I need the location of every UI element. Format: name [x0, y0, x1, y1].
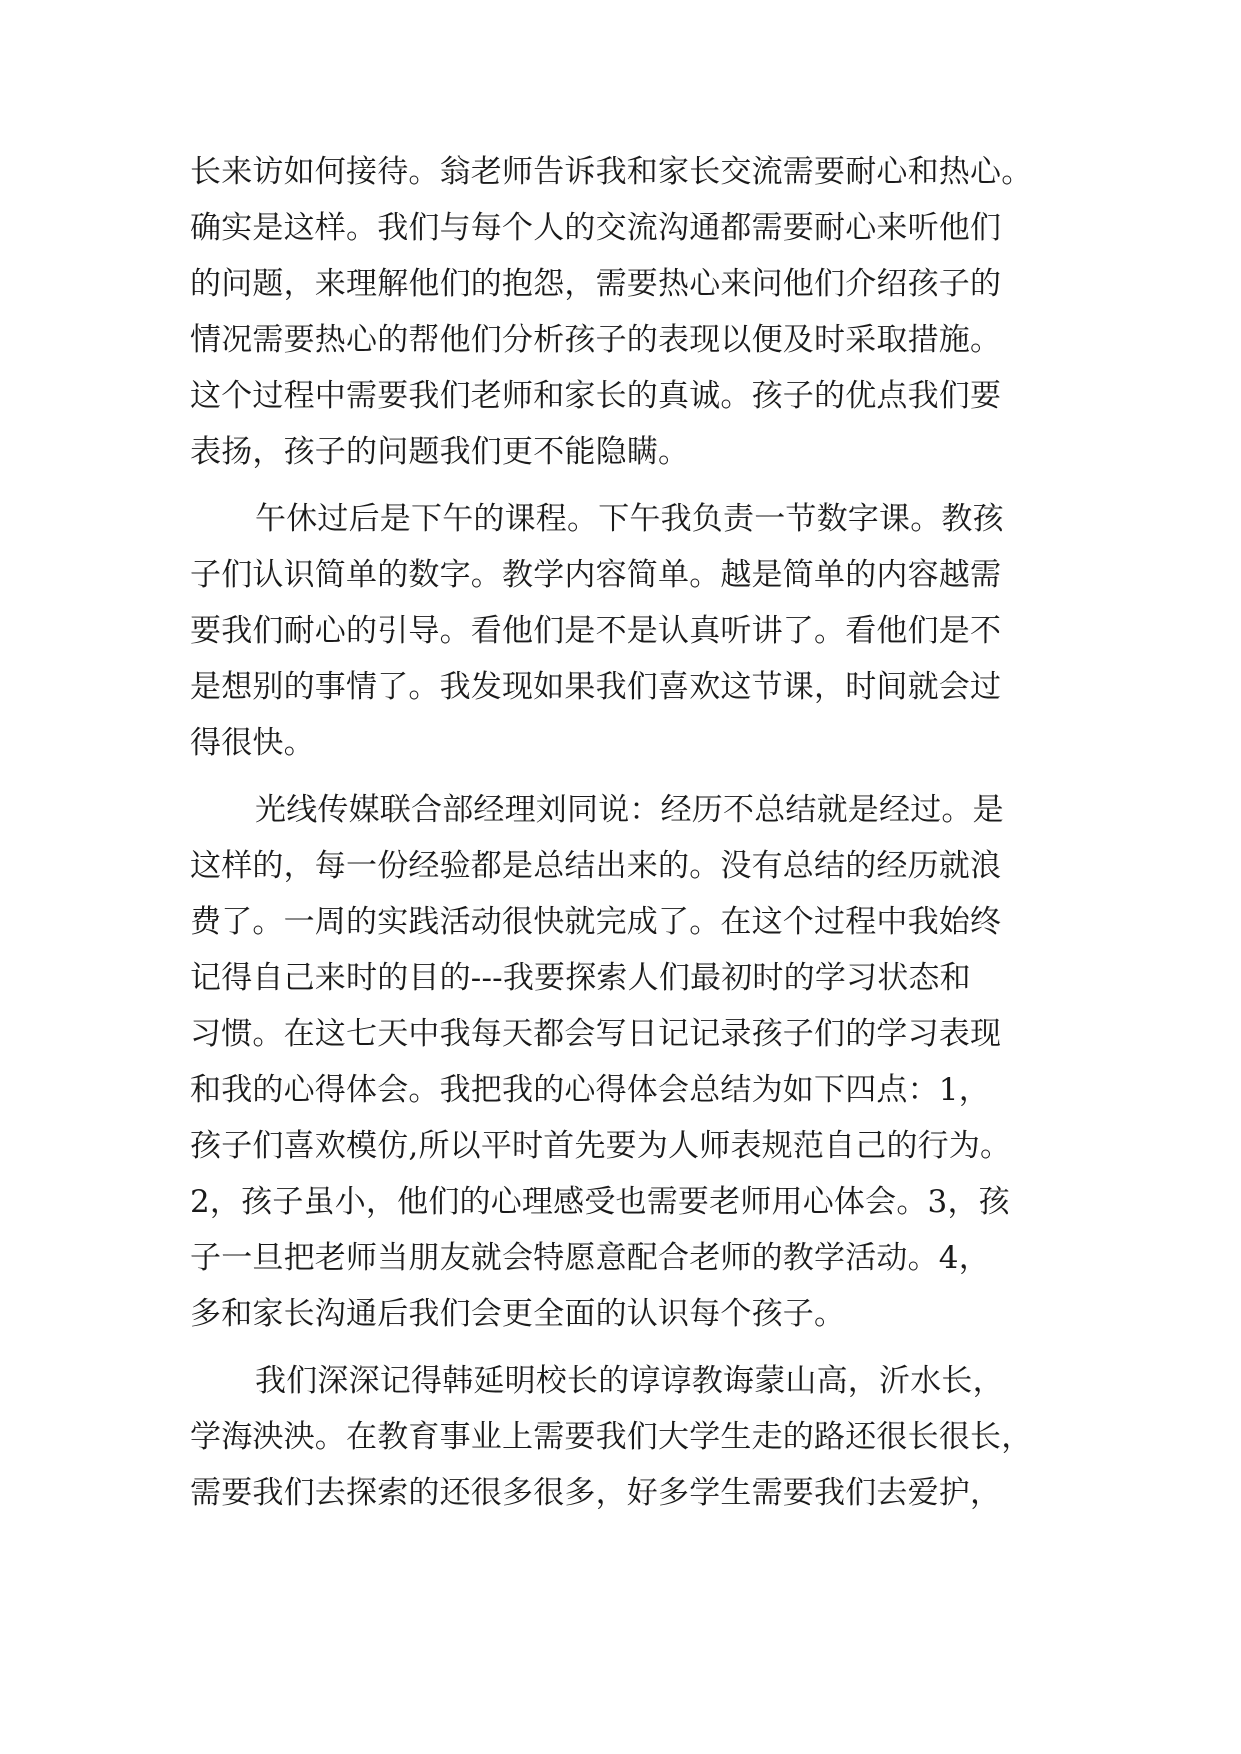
- text-line: 得很快。: [190, 725, 315, 761]
- text-line: 确实是这样。我们与每个人的交流沟通都需要耐心来听他们: [190, 210, 1002, 246]
- text-line: 的问题，来理解他们的抱怨，需要热心来问他们介绍孩子的: [190, 266, 1002, 302]
- text-line: 表扬，孩子的问题我们更不能隐瞒。: [190, 434, 690, 470]
- text-line: 习惯。在这七天中我每天都会写日记记录孩子们的学习表现: [190, 1016, 1002, 1052]
- text-line: 是想别的事情了。我发现如果我们喜欢这节课，时间就会过: [190, 669, 1002, 705]
- text-line: 2，孩子虽小，他们的心理感受也需要老师用心体会。3，孩: [190, 1184, 1010, 1220]
- text-line: 记得自己来时的目的---我要探索人们最初时的学习状态和: [190, 960, 971, 996]
- text-line: 费了。一周的实践活动很快就完成了。在这个过程中我始终: [190, 904, 1002, 940]
- text-line: 光线传媒联合部经理刘同说：经历不总结就是经过。是: [255, 792, 1004, 828]
- text-line: 子们认识简单的数字。教学内容简单。越是简单的内容越需: [190, 557, 1002, 593]
- text-line: 我们深深记得韩延明校长的谆谆教诲蒙山高，沂水长，: [255, 1363, 1004, 1399]
- text-line: 这个过程中需要我们老师和家长的真诚。孩子的优点我们要: [190, 378, 1002, 414]
- text-line: 需要我们去探索的还很多很多，好多学生需要我们去爱护，: [190, 1475, 1002, 1511]
- text-line: 要我们耐心的引导。看他们是不是认真听讲了。看他们是不: [190, 613, 1002, 649]
- text-line: 子一旦把老师当朋友就会特愿意配合老师的教学活动。4，: [190, 1240, 990, 1276]
- text-line: 这样的，每一份经验都是总结出来的。没有总结的经历就浪: [190, 848, 1002, 884]
- text-line: 情况需要热心的帮他们分析孩子的表现以便及时采取措施。: [190, 322, 1002, 358]
- text-line: 孩子们喜欢模仿,所以平时首先要为人师表规范自己的行为。: [190, 1128, 1012, 1164]
- text-line: 和我的心得体会。我把我的心得体会总结为如下四点：1，: [190, 1072, 990, 1108]
- text-line: 午休过后是下午的课程。下午我负责一节数字课。教孩: [255, 501, 1004, 537]
- text-line: 学海泱泱。在教育事业上需要我们大学生走的路还很长很长，: [190, 1419, 1033, 1455]
- text-line: 多和家长沟通后我们会更全面的认识每个孩子。: [190, 1296, 846, 1332]
- text-line: 长来访如何接待。翁老师告诉我和家长交流需要耐心和热心。: [190, 154, 1033, 190]
